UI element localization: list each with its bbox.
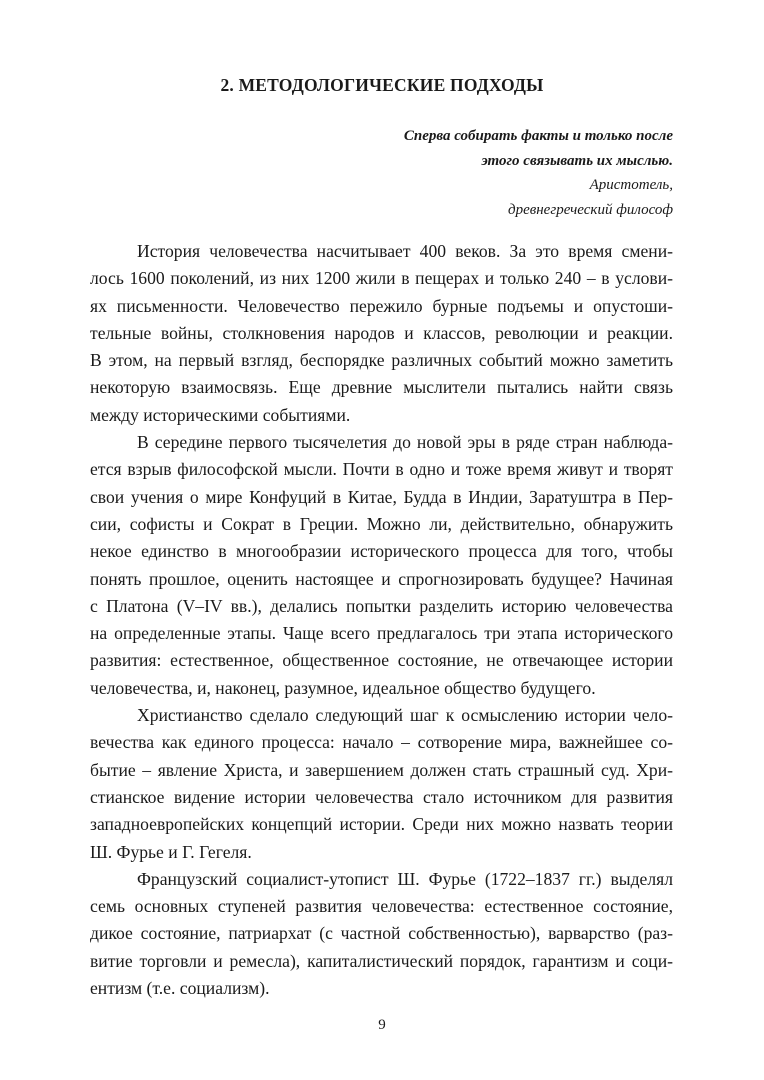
paragraph-line: В середине первого тысячелетия до новой эры в ряде стран наблюда-: [137, 432, 673, 453]
paragraph: [90, 702, 673, 866]
paragraph-line: Христианство сделало следующий шаг к осмыслению истории чело-: [137, 705, 673, 726]
paragraph-line: некое единство в многообразии исторического процесса для того, чтобы: [90, 541, 673, 562]
paragraph-line: между историческими событиями.: [90, 404, 351, 425]
page-number: 9: [378, 1017, 386, 1033]
paragraph-line: некоторую взаимосвязь. Еще древние мыслители пытались найти связь: [90, 377, 673, 398]
chapter-title: 2. МЕТОДОЛОГИЧЕСКИЕ ПОДХОДЫ: [220, 75, 544, 95]
paragraph-line: ях письменности. Человечество пережило бурные подъемы и опустоши-: [90, 295, 673, 316]
paragraph-line: на определенные этапы. Чаще всего предлагалось три этапа исторического: [90, 623, 673, 644]
paragraph-line: семь основных ступеней развития человечества: естественное состояние,: [90, 896, 673, 917]
paragraph-line: с Платона (V–IV вв.), делались попытки разделить историю человечества: [90, 595, 673, 616]
paragraph-line: витие торговли и ремесла), капиталистический порядок, гарантизм и соци-: [90, 950, 673, 971]
paragraph-line: тельные войны, столкновения народов и классов, революции и реакции.: [90, 322, 673, 343]
paragraph-line: западноевропейских концепций истории. Среди них можно назвать теории: [90, 814, 673, 835]
paragraph-line: В этом, на первый взгляд, беспорядке различных событий можно заметить: [90, 350, 673, 371]
paragraph-line: сии, софисты и Сократ в Греции. Можно ли, действительно, обнаружить: [90, 513, 673, 534]
paragraph-line: развития: естественное, общественное состояние, не отвечающее истории: [90, 650, 673, 671]
paragraph: [90, 866, 673, 1002]
paragraph-line: свои учения о мире Конфуций в Китае, Будда в Индии, Заратуштра в Пер-: [90, 486, 673, 507]
paragraph-line: понять прошлое, оценить настоящее и спрогнозировать будущее? Начиная: [90, 568, 673, 589]
paragraph-line: ентизм (т.е. социализм).: [90, 978, 270, 999]
paragraph: [90, 429, 673, 702]
paragraph-line: Французский социалист-утопист Ш. Фурье (1722–1837 гг.) выделял: [137, 868, 673, 889]
paragraph-line: лось 1600 поколений, из них 1200 жили в пещерах и только 240 – в услови-: [90, 268, 673, 289]
paragraph-line: бытие – явление Христа, и завершением должен стать страшный суд. Хри-: [90, 759, 673, 780]
paragraph-line: История человечества насчитывает 400 веков. За это время смени-: [137, 241, 673, 261]
epigraph-author-description: древнегреческий философ: [507, 201, 673, 218]
epigraph: [404, 124, 673, 222]
paragraph-line: дикое состояние, патриархат (с частной собственностью), варварство (раз-: [90, 923, 673, 944]
paragraph-line: человечества, и, наконец, разумное, идеальное общество будущего.: [90, 677, 596, 698]
paragraph-line: вечества как единого процесса: начало – сотворение мира, важнейшее со-: [90, 732, 673, 753]
epigraph-author: Аристотель,: [589, 177, 673, 193]
body-text: [90, 238, 673, 1002]
epigraph-quote-line: этого связывать их мыслью.: [481, 152, 673, 169]
paragraph-line: ется взрыв философской мысли. Почти в одно и тоже время живут и творят: [90, 459, 673, 480]
paragraph-line: Ш. Фурье и Г. Гегеля.: [90, 841, 252, 862]
paragraph: [90, 238, 673, 429]
epigraph-quote-line: Сперва собирать факты и только после: [403, 128, 673, 144]
paragraph-line: стианское видение истории человечества стало источником для развития: [90, 786, 673, 807]
